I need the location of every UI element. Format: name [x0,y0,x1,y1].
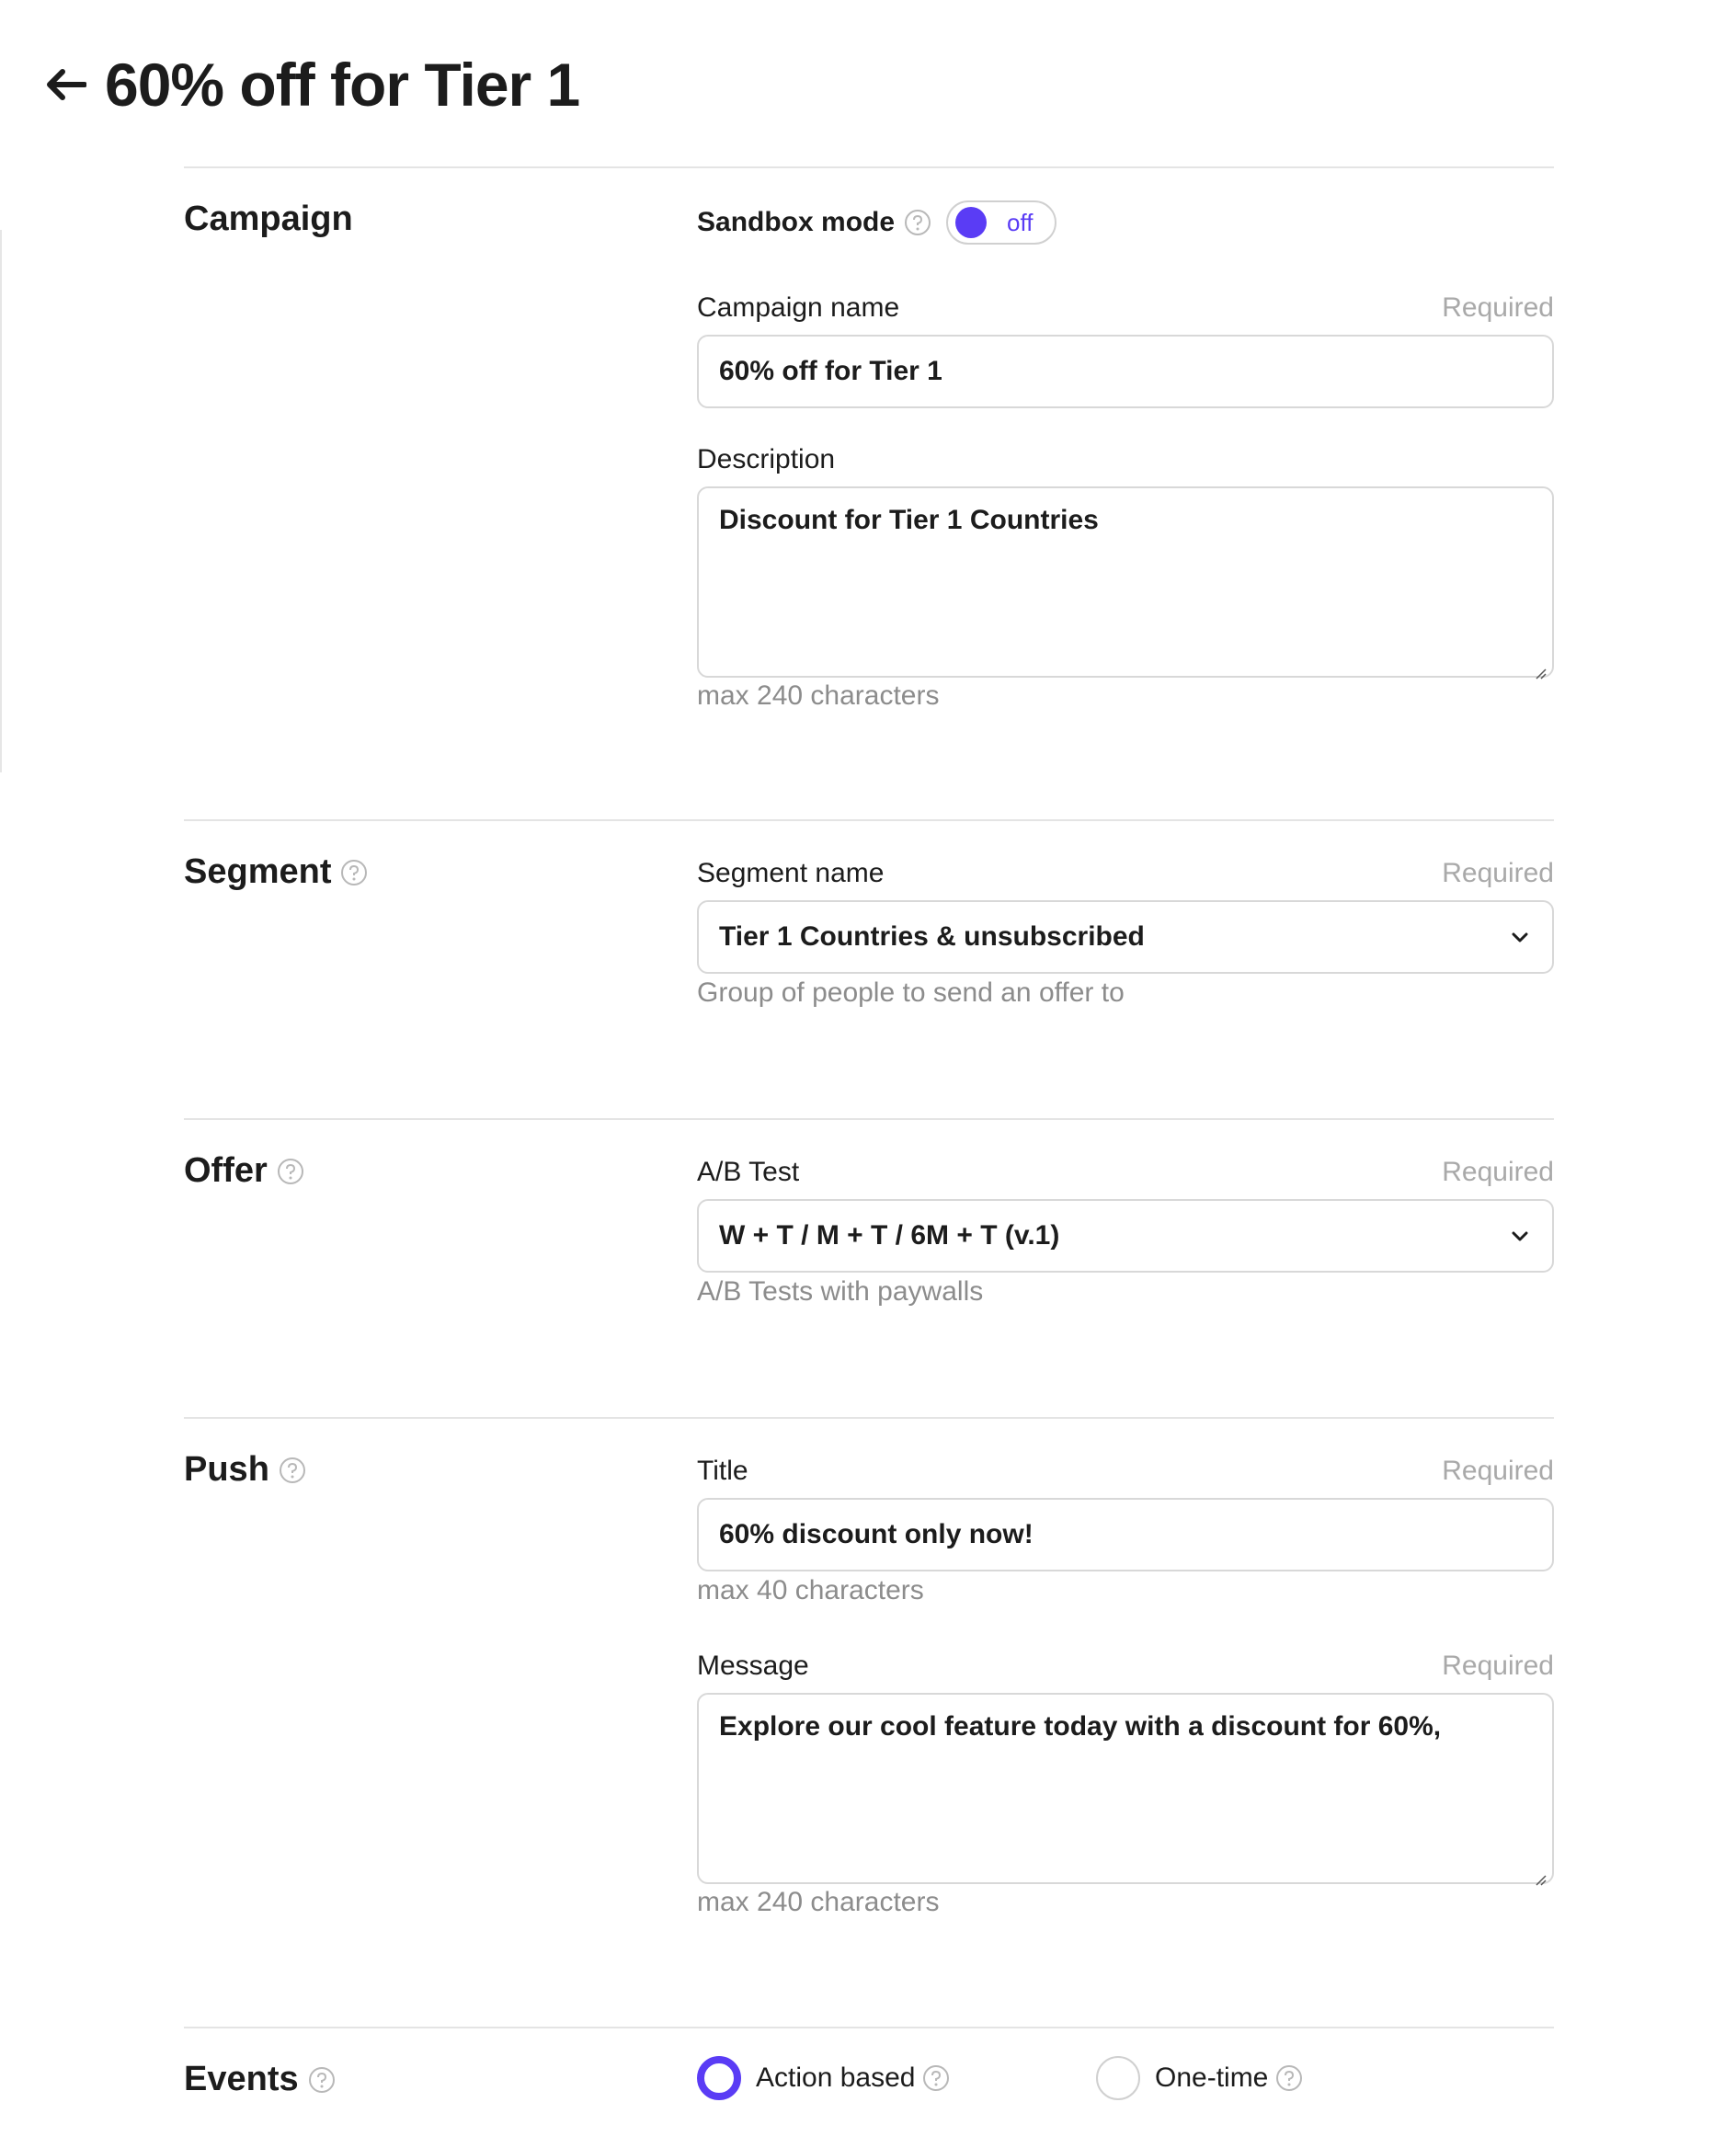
required-badge: Required [1442,1157,1554,1187]
campaign-section [184,166,1554,819]
toggle-state-text: off [1007,208,1034,236]
description-label: Description [697,444,836,474]
radio-action-based[interactable] [697,2056,950,2100]
description-textarea[interactable] [697,486,1554,678]
push-section [184,1417,1554,2027]
push-title-label-row [697,1453,1554,1490]
push-title-input[interactable] [697,1498,1554,1571]
header [42,48,579,121]
page-title: 60% off for Tier 1 [105,51,580,119]
chevron-down-icon [1508,1224,1532,1248]
radio-label-text: One-time [1155,2062,1269,2093]
radio-label-text: Action based [756,2062,916,2093]
campaign-name-label: Campaign name [697,292,900,323]
events-title-text: Events [184,2060,299,2098]
segment-name-label: Segment name [697,858,885,888]
radio-label [1155,2062,1303,2094]
sandbox-row [697,200,1056,246]
segment-hint: Group of people to send an offer to [697,977,1125,1008]
description-label-row [697,441,1554,478]
radio-checked-icon[interactable] [697,2056,741,2100]
description-hint: max 240 characters [697,680,940,711]
segment-section [184,819,1554,1118]
segment-selected-value: Tier 1 Countries & unsubscribed [719,921,1145,952]
radio-unchecked-icon[interactable] [1096,2056,1140,2100]
ab-test-hint: A/B Tests with paywalls [697,1276,984,1307]
help-icon[interactable] [277,1158,304,1185]
segment-section-title [184,852,368,892]
resize-grip-icon[interactable] [1532,656,1547,670]
radio-one-time[interactable] [1096,2056,1303,2100]
push-section-title [184,1450,306,1490]
help-icon[interactable] [1275,2064,1303,2092]
campaign-section-title [184,200,353,239]
push-title-hint: max 40 characters [697,1575,924,1605]
chevron-down-icon [1508,925,1532,949]
offer-section [184,1118,1554,1417]
segment-select[interactable] [697,900,1554,974]
radio-label [756,2062,950,2094]
ab-test-label-row [697,1154,1554,1191]
toggle-knob [955,207,987,238]
offer-title-text: Offer [184,1151,268,1190]
campaign-name-value: 60% off for Tier 1 [719,356,942,386]
left-edge-divider [0,230,2,772]
resize-grip-icon[interactable] [1532,1862,1547,1877]
events-section-title [184,2060,336,2099]
ab-test-label: A/B Test [697,1157,800,1187]
help-icon[interactable] [340,859,368,886]
required-badge: Required [1442,292,1554,323]
ab-test-selected-value: W + T / M + T / 6M + T (v.1) [719,1220,1060,1251]
help-icon[interactable] [308,2066,336,2094]
help-icon[interactable] [904,209,931,236]
sandbox-toggle[interactable] [946,200,1056,245]
message-hint: max 240 characters [697,1887,940,1917]
message-textarea[interactable] [697,1693,1554,1884]
offer-section-title [184,1151,304,1191]
segment-name-label-row [697,855,1554,892]
push-title-text: Push [184,1450,269,1489]
push-title-value: 60% discount only now! [719,1519,1034,1549]
description-value: Discount for Tier 1 Countries [719,505,1099,535]
help-icon[interactable] [922,2064,950,2092]
message-label: Message [697,1651,809,1681]
help-icon[interactable] [279,1457,306,1484]
message-value: Explore our cool feature today with a discount for 60%, [719,1711,1442,1742]
required-badge: Required [1442,1651,1554,1681]
campaign-name-label-row [697,290,1554,326]
message-label-row [697,1648,1554,1685]
required-badge: Required [1442,858,1554,888]
push-title-label: Title [697,1456,748,1486]
campaign-name-input[interactable] [697,335,1554,408]
campaign-title-text: Campaign [184,200,353,238]
required-badge: Required [1442,1456,1554,1486]
segment-title-text: Segment [184,852,332,891]
back-arrow-icon[interactable] [42,62,88,108]
events-section [184,2027,1554,2148]
ab-test-select[interactable] [697,1199,1554,1273]
sandbox-label: Sandbox mode [697,207,896,237]
